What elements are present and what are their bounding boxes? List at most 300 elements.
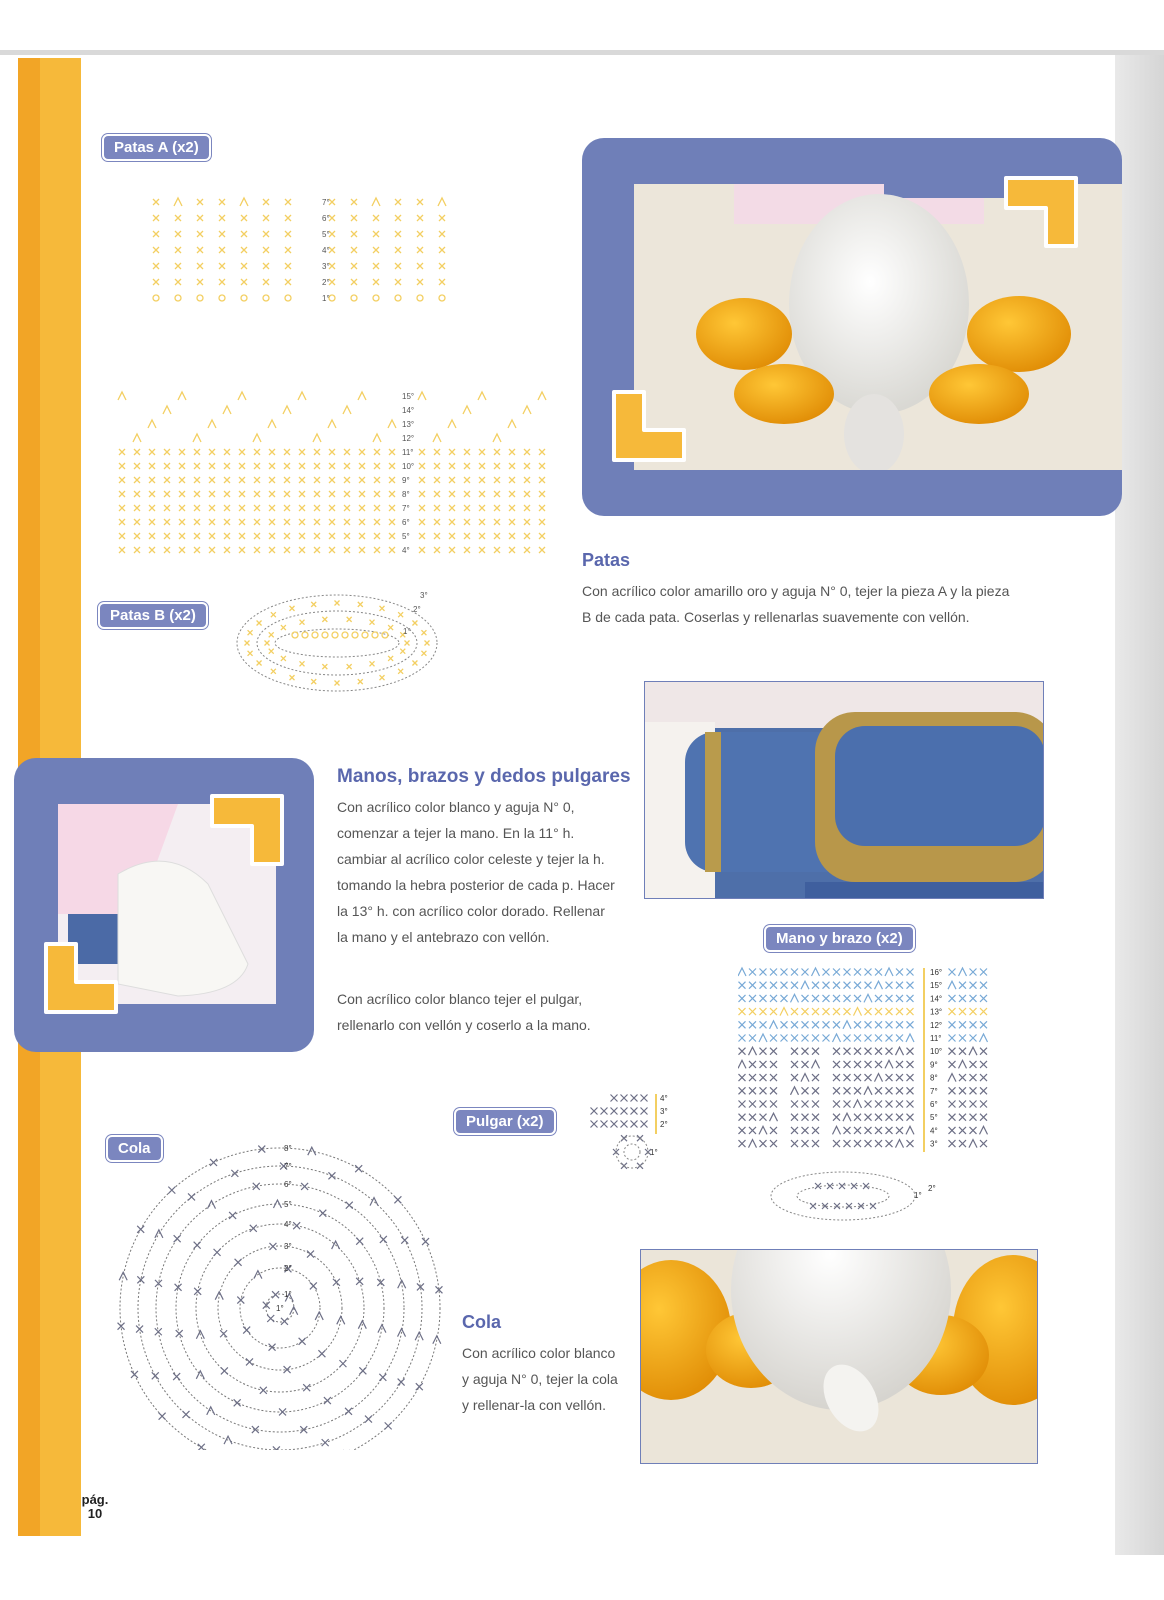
stitch-x: [781, 1021, 788, 1028]
stitch-x: [271, 669, 276, 674]
stitch-x: [760, 982, 767, 989]
stitch-x: [359, 505, 365, 511]
stitch-increase: [780, 1008, 788, 1016]
stitch-x: [347, 664, 352, 669]
row-label-mano: 16°: [930, 968, 943, 977]
stitch-x: [823, 1021, 830, 1028]
stitch-x: [269, 649, 274, 654]
stitch-x: [739, 1008, 746, 1015]
stitch-x: [314, 519, 320, 525]
stitch-x: [284, 547, 290, 553]
stitch-x: [781, 1035, 788, 1042]
stitch-x: [119, 547, 125, 553]
stitch-x: [395, 263, 401, 269]
stitch-x: [770, 1127, 777, 1134]
stitch-x: [417, 199, 423, 205]
stitch-x: [224, 505, 230, 511]
stitch-x: [449, 477, 455, 483]
stitch-x: [155, 1328, 162, 1335]
stitch-x: [854, 1035, 861, 1042]
stitch-increase: [759, 1126, 767, 1134]
stitch-x: [812, 1114, 819, 1121]
stitch-x: [412, 661, 417, 666]
stitch-x: [810, 1203, 816, 1209]
stitch-x: [770, 969, 777, 976]
stitch-increase: [133, 434, 141, 442]
stitch-chain: [153, 295, 159, 301]
stitch-x: [351, 279, 357, 285]
row-label-cola: 6°: [284, 1180, 292, 1189]
stitch-x: [949, 1021, 956, 1028]
stitch-x: [760, 1114, 767, 1121]
stitch-x: [479, 477, 485, 483]
stitch-x: [329, 263, 335, 269]
stitch-x: [854, 1061, 861, 1068]
stitch-chain: [352, 632, 358, 638]
stitch-x: [347, 617, 352, 622]
stitch-x: [802, 1008, 809, 1015]
stitch-x: [907, 1061, 914, 1068]
row-label-cola: 5°: [284, 1200, 292, 1209]
stitch-x: [509, 533, 515, 539]
stitch-x: [164, 519, 170, 525]
stitch-x: [221, 1367, 228, 1374]
row-label-mano: 3°: [930, 1139, 938, 1149]
stitch-x: [254, 449, 260, 455]
stitch-x: [159, 1413, 166, 1420]
stitch-x: [739, 1074, 746, 1081]
stitch-x: [844, 1127, 851, 1134]
stitch-x: [239, 477, 245, 483]
stitch-x: [439, 263, 445, 269]
stitch-x: [464, 519, 470, 525]
row-label-pulgar: 3°: [660, 1107, 668, 1116]
stitch-x: [896, 1114, 903, 1121]
stitch-x: [464, 449, 470, 455]
stitch-increase: [433, 434, 441, 442]
stitch-x: [314, 477, 320, 483]
stitch-x: [907, 969, 914, 976]
stitch-x: [149, 519, 155, 525]
stitch-x: [281, 1318, 288, 1325]
row-label-pulgar: 4°: [660, 1094, 668, 1103]
stitch-x: [449, 533, 455, 539]
stitch-x: [760, 1140, 767, 1147]
stitch-x: [329, 533, 335, 539]
stitch-chain: [395, 295, 401, 301]
photo-frame-patas: [582, 138, 1122, 516]
stitch-x: [335, 601, 340, 606]
stitch-x: [886, 1101, 893, 1108]
stitch-increase: [896, 1047, 904, 1055]
stitch-x: [319, 1210, 326, 1217]
stitch-x: [875, 1127, 882, 1134]
stitch-x: [134, 547, 140, 553]
row-label-patas-a-large: 9°: [402, 476, 410, 485]
stitch-x: [844, 1061, 851, 1068]
stitch-x: [970, 995, 977, 1002]
stitch-x: [524, 519, 530, 525]
cola-chart: [112, 1130, 448, 1450]
stitch-chain: [439, 295, 445, 301]
stitch-x: [134, 463, 140, 469]
stitch-x: [164, 533, 170, 539]
stitch-increase: [238, 392, 246, 400]
stitch-x: [164, 547, 170, 553]
row-label-mano: 6°: [930, 1100, 938, 1109]
cola-ring: [120, 1148, 440, 1450]
stitch-x: [739, 1035, 746, 1042]
stitch-x: [896, 1101, 903, 1108]
stitch-x: [119, 449, 125, 455]
stitch-x: [314, 505, 320, 511]
stitch-x: [844, 969, 851, 976]
stitch-x: [241, 215, 247, 221]
stitch-increase: [812, 1060, 820, 1068]
stitch-x: [220, 1330, 227, 1337]
stitch-x: [224, 477, 230, 483]
stitch-x: [907, 1087, 914, 1094]
stitch-increase: [906, 1126, 914, 1134]
stitch-x: [284, 477, 290, 483]
stitch-x: [637, 1135, 643, 1141]
stitch-increase: [418, 392, 426, 400]
stitch-x: [749, 1074, 756, 1081]
stitch-x: [833, 982, 840, 989]
stitch-x: [119, 477, 125, 483]
stitch-x: [374, 505, 380, 511]
stitch-x: [209, 449, 215, 455]
stitch-x: [875, 1021, 882, 1028]
stitch-increase: [298, 392, 306, 400]
stitch-x: [417, 279, 423, 285]
stitch-x: [791, 1048, 798, 1055]
stitch-x: [591, 1121, 598, 1128]
stitch-x: [134, 449, 140, 455]
stitch-increase: [854, 1008, 862, 1016]
label-pulgar: Pulgar (x2): [456, 1110, 554, 1133]
stitch-increase: [370, 1198, 378, 1206]
stitch-x: [359, 547, 365, 553]
stitch-x: [760, 969, 767, 976]
stitch-x: [812, 1101, 819, 1108]
stitch-x: [119, 463, 125, 469]
stitch-x: [269, 449, 275, 455]
stitch-increase: [373, 434, 381, 442]
stitch-x: [269, 505, 275, 511]
stitch-x: [980, 1008, 987, 1015]
stitch-x: [374, 519, 380, 525]
stitch-x: [284, 519, 290, 525]
stitch-increase: [223, 406, 231, 414]
stitch-x: [875, 1008, 882, 1015]
stitch-x: [844, 1074, 851, 1081]
stitch-x: [886, 1140, 893, 1147]
stitch-x: [419, 505, 425, 511]
stitch-x: [802, 1140, 809, 1147]
stitch-increase: [155, 1230, 163, 1238]
stitch-x: [241, 279, 247, 285]
stitch-x: [791, 1008, 798, 1015]
stitch-x: [153, 199, 159, 205]
stitch-x: [209, 491, 215, 497]
stitch-x: [241, 263, 247, 269]
stitch-x: [854, 1114, 861, 1121]
stitch-x: [854, 969, 861, 976]
stitch-x: [179, 505, 185, 511]
page-fold-edge: [1115, 55, 1164, 1555]
stitch-increase: [388, 420, 396, 428]
stitch-x: [494, 477, 500, 483]
stitch-x: [209, 519, 215, 525]
stitch-x: [417, 263, 423, 269]
stitch-x: [949, 1061, 956, 1068]
stitch-increase: [959, 968, 967, 976]
stitch-x: [854, 982, 861, 989]
stitch-x: [269, 491, 275, 497]
row-label-mano: 15°: [930, 981, 943, 991]
stitch-x: [980, 1048, 987, 1055]
stitch-increase: [980, 1126, 988, 1134]
row-label-mano: 8°: [930, 1073, 938, 1083]
stitch-x: [865, 1061, 872, 1068]
stitch-x: [739, 1048, 746, 1055]
stitch-x: [980, 1061, 987, 1068]
stitch-x: [494, 463, 500, 469]
stitch-x: [314, 449, 320, 455]
stitch-x: [833, 1061, 840, 1068]
stitch-x: [149, 449, 155, 455]
stitch-x: [179, 491, 185, 497]
stitch-x: [419, 547, 425, 553]
stitch-x: [351, 231, 357, 237]
stitch-chain: [351, 295, 357, 301]
stitch-x: [395, 199, 401, 205]
row-label-pulgar: 2°: [660, 1120, 668, 1129]
stitch-x: [870, 1203, 876, 1209]
stitch-x: [329, 231, 335, 237]
stitch-x: [844, 1101, 851, 1108]
stitch-x: [770, 982, 777, 989]
stitch-x: [134, 533, 140, 539]
stitch-x: [760, 1101, 767, 1108]
stitch-x: [812, 1021, 819, 1028]
patas-b-chart: [235, 588, 450, 703]
stitch-x: [539, 547, 545, 553]
row-label-patas-a-large: 6°: [402, 518, 410, 527]
stitch-x: [539, 491, 545, 497]
stitch-x: [970, 982, 977, 989]
stitch-x: [854, 1087, 861, 1094]
stitch-x: [210, 1159, 217, 1166]
stitch-x: [329, 247, 335, 253]
stitch-x: [464, 463, 470, 469]
stitch-x: [844, 982, 851, 989]
stitch-x: [464, 491, 470, 497]
cola-text: Con acrílico color blanco y aguja N° 0, tejer la cola y rellenar-la con vellón.: [462, 1345, 618, 1413]
stitch-increase: [980, 1034, 988, 1042]
stitch-x: [739, 995, 746, 1002]
stitch-x: [611, 1121, 618, 1128]
stitch-x: [854, 1021, 861, 1028]
stitch-x: [344, 463, 350, 469]
stitch-x: [959, 995, 966, 1002]
stitch-x: [907, 995, 914, 1002]
stitch-x: [959, 1101, 966, 1108]
row-label-cola: 3°: [284, 1242, 292, 1251]
stitch-x: [886, 995, 893, 1002]
stitch-x: [373, 263, 379, 269]
stitch-x: [234, 1399, 241, 1406]
stitch-x: [395, 231, 401, 237]
stitch-x: [279, 1408, 286, 1415]
row-label-patas-a: 7°: [322, 198, 330, 207]
stitch-x: [285, 215, 291, 221]
stitch-x: [285, 231, 291, 237]
stitch-x: [791, 1061, 798, 1068]
stitch-increase: [178, 392, 186, 400]
stitch-x: [395, 215, 401, 221]
stitch-x: [329, 449, 335, 455]
stitch-increase: [332, 1241, 340, 1249]
stitch-x: [844, 1008, 851, 1015]
stitch-x: [314, 533, 320, 539]
stitch-x: [290, 675, 295, 680]
stitch-x: [197, 215, 203, 221]
stitch-x: [812, 1127, 819, 1134]
stitch-increase: [770, 1113, 778, 1121]
stitch-x: [194, 519, 200, 525]
stitch-x: [851, 1183, 857, 1189]
stitch-x: [844, 1140, 851, 1147]
stitch-x: [823, 969, 830, 976]
stitch-x: [802, 1035, 809, 1042]
stitch-x: [791, 1035, 798, 1042]
stitch-x: [329, 477, 335, 483]
stitch-x: [299, 519, 305, 525]
row-label-patas-a-large: 13°: [402, 420, 415, 429]
stitch-x: [739, 1140, 746, 1147]
stitch-x: [377, 1279, 384, 1286]
stitch-x: [179, 449, 185, 455]
stitch-increase: [770, 1021, 778, 1029]
stitch-x: [875, 1087, 882, 1094]
stitch-x: [749, 1035, 756, 1042]
stitch-x: [886, 1008, 893, 1015]
stitch-x: [329, 505, 335, 511]
stitch-x: [374, 491, 380, 497]
stitch-increase: [833, 1034, 841, 1042]
stitch-x: [419, 533, 425, 539]
stitch-x: [419, 491, 425, 497]
stitch-x: [359, 533, 365, 539]
stitch-x: [239, 491, 245, 497]
stitch-x: [134, 491, 140, 497]
stitch-x: [351, 215, 357, 221]
row-label-mano: 9°: [930, 1060, 938, 1070]
stitch-x: [621, 1135, 627, 1141]
stitch-x: [770, 995, 777, 1002]
stitch-x: [611, 1095, 618, 1102]
stitch-x: [959, 1021, 966, 1028]
stitch-x: [285, 247, 291, 253]
stitch-chain: [342, 632, 348, 638]
row-label-mano-base: 1°: [914, 1191, 922, 1200]
stitch-x: [970, 1021, 977, 1028]
stitch-x: [419, 449, 425, 455]
stitch-x: [834, 1203, 840, 1209]
mano-chart: [738, 966, 1008, 1221]
stitch-x: [886, 1127, 893, 1134]
stitch-x: [194, 463, 200, 469]
label-patas-a: Patas A (x2): [104, 136, 209, 159]
stitch-x: [194, 477, 200, 483]
stitch-x: [970, 1061, 977, 1068]
stitch-x: [374, 477, 380, 483]
stitch-x: [434, 505, 440, 511]
stitch-x: [749, 1114, 756, 1121]
stitch-x: [119, 491, 125, 497]
stitch-x: [980, 1101, 987, 1108]
stitch-x: [219, 231, 225, 237]
stitch-x: [351, 247, 357, 253]
stitch-x: [802, 1021, 809, 1028]
photo-frame-hand: [14, 758, 314, 1052]
stitch-increase: [759, 1034, 767, 1042]
stitch-x: [314, 463, 320, 469]
stitch-x: [464, 533, 470, 539]
stitch-x: [760, 1061, 767, 1068]
stitch-x: [269, 463, 275, 469]
stitch-increase: [801, 981, 809, 989]
stitch-x: [907, 1048, 914, 1055]
stitch-increase: [833, 1126, 841, 1134]
stitch-increase: [791, 994, 799, 1002]
stitch-x: [263, 199, 269, 205]
stitch-x: [168, 1187, 175, 1194]
stitch-increase: [283, 406, 291, 414]
stitch-x: [812, 1074, 819, 1081]
stitch-x: [284, 491, 290, 497]
stitch-x: [479, 547, 485, 553]
stitch-chain: [373, 295, 379, 301]
stitch-x: [416, 1383, 423, 1390]
stitch-x: [865, 1127, 872, 1134]
stitch-x: [749, 1087, 756, 1094]
stitch-x: [896, 995, 903, 1002]
stitch-x: [299, 449, 305, 455]
stitch-x: [980, 969, 987, 976]
row-label-mano: 4°: [930, 1126, 938, 1136]
stitch-x: [896, 1074, 903, 1081]
stitch-x: [398, 1379, 405, 1386]
stitch-x: [833, 1048, 840, 1055]
stitch-x: [179, 519, 185, 525]
stitch-x: [370, 661, 375, 666]
patas-a-chart-large: [112, 388, 562, 573]
stitch-x: [245, 641, 250, 646]
stitch-x: [209, 533, 215, 539]
manos-text-1: Con acrílico color blanco y aguja N° 0, comenzar a tejer la mano. En la 11° h. cambiar al acrílico color celeste y tejer la h. tomando la hebra posterior de cada p. Hacer la 13° h. con acrílico color dorado. Rellenar la mano y el antebrazo con vellón.: [337, 799, 615, 945]
stitch-x: [254, 463, 260, 469]
stitch-x: [388, 656, 393, 661]
stitch-increase: [738, 968, 746, 976]
stitch-x: [509, 449, 515, 455]
stitch-x: [949, 1101, 956, 1108]
stitch-x: [395, 279, 401, 285]
stitch-x: [194, 449, 200, 455]
stitch-x: [949, 1048, 956, 1055]
